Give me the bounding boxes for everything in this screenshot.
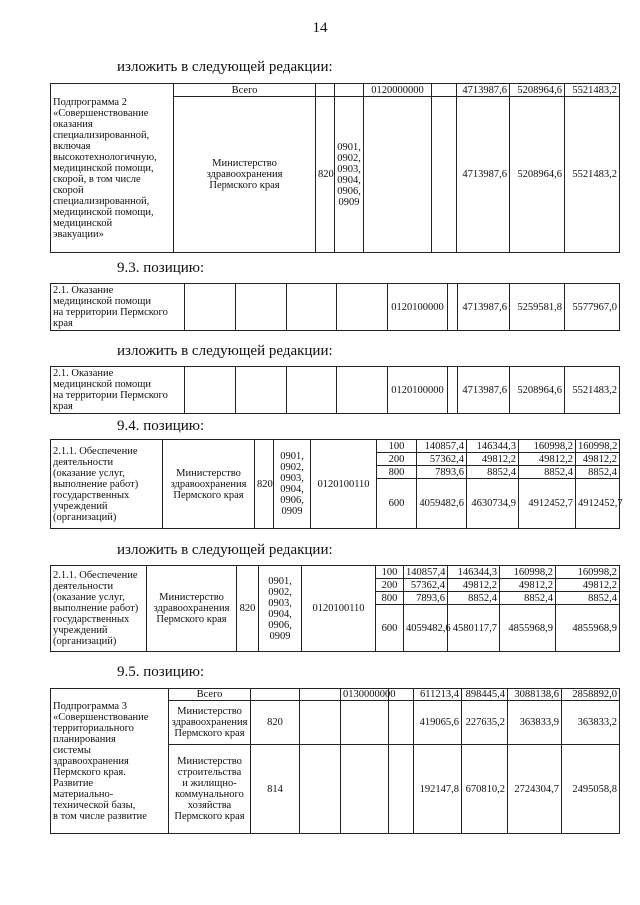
grbs-code: 820 [237,566,259,652]
amount: 8852,4 [467,466,519,479]
amount: 2495058,8 [562,745,620,834]
amount: 140857,4 [417,440,467,453]
target-code: 0120100000 [388,284,448,331]
subprogram-2-name-cell: Подпрограмма 2 «Совершенствование оказания специализированной, включая высокотехнологичную, медицинской помощи, скорой, в том числе скорой специализированной, медицинской помощи, медицинской эвакуации» [51,84,174,253]
amount: 160998,2 [519,440,576,453]
amount: 3088138,6 [508,689,562,701]
amount: 2858892,0 [562,689,620,701]
amount: 227635,2 [462,701,508,745]
amount: 146344,3 [448,566,500,579]
total-label: Всего [169,689,251,701]
expense-type: 800 [377,466,417,479]
position-name-cell: 2.1.1. Обеспечение деятельности (оказание услуг, выполнение работ) государственных учреждений (организаций) [51,566,147,652]
amount: 160998,2 [500,566,556,579]
amount: 4855968,9 [556,605,620,652]
amount: 363833,2 [562,701,620,745]
expense-type: 100 [377,440,417,453]
amount: 49812,2 [500,579,556,592]
target-code: 0120000000 [364,84,432,97]
amount: 160998,2 [576,440,620,453]
ministry-name: Министерство здравоохранения Пермского края [174,97,316,253]
amount: 898445,4 [462,689,508,701]
ministry-name: Министерство здравоохранения Пермского края [169,701,251,745]
amount: 5521483,2 [565,84,620,97]
amount: 4855968,9 [500,605,556,652]
subprogram-3-table [50,688,620,834]
amount: 4580117,7 [448,605,500,652]
grbs-code: 820 [316,97,335,253]
amount: 192147,8 [414,745,462,834]
heading-new-edition-2: изложить в следующей редакции: [117,343,333,359]
ministry-name: Министерство здравоохранения Пермского края [147,566,237,652]
target-code: 0120100000 [388,367,448,414]
heading-9-5: 9.5. позицию: [117,664,205,680]
expense-type: 600 [377,479,417,529]
position-2-1-old-table [50,283,620,331]
amount: 2724304,7 [508,745,562,834]
amount: 4713987,6 [458,284,510,331]
amount: 4713987,6 [458,367,510,414]
heading-new-edition-1: изложить в следующей редакции: [117,59,333,75]
amount: 5208964,6 [510,84,565,97]
amount: 7893,6 [417,466,467,479]
ministry-name: Министерство здравоохранения Пермского края [163,440,255,529]
amount: 8852,4 [519,466,576,479]
position-2-1-1-new-table [50,565,620,652]
amount: 57362,4 [404,579,448,592]
heading-9-4: 9.4. позицию: [117,418,205,434]
page-number: 14 [312,20,328,36]
position-name-cell: 2.1.1. Обеспечение деятельности (оказание услуг, выполнение работ) государственных учреждений (организаций) [51,440,163,529]
amount: 8852,4 [500,592,556,605]
position-name-cell: 2.1. Оказание медицинской помощи на территории Пермского края [51,284,185,331]
expense-type: 200 [377,453,417,466]
amount: 4630734,9 [467,479,519,529]
expense-type: 600 [376,605,404,652]
expense-type: 200 [376,579,404,592]
amount: 5577967,0 [565,284,620,331]
section-codes: 0901, 0902, 0903, 0904, 0906, 0909 [335,97,364,253]
amount: 49812,2 [556,579,620,592]
amount: 611213,4 [414,689,462,701]
grbs-code: 820 [251,701,300,745]
amount: 140857,4 [404,566,448,579]
amount: 8852,4 [448,592,500,605]
amount: 49812,2 [576,453,620,466]
amount: 4713987,6 [457,84,510,97]
position-2-1-new-table [50,366,620,414]
amount: 5521483,2 [565,97,620,253]
subprogram-3-name-cell: Подпрограмма 3 «Совершенствование территориального планирования системы здравоохранения Пермского края. Развитие материально- технической базы, в том числе развитие [51,689,169,834]
amount: 7893,6 [404,592,448,605]
grbs-code: 820 [255,440,274,529]
amount: 4059482,6 [404,605,448,652]
section-codes: 0901, 0902, 0903, 0904, 0906, 0909 [259,566,302,652]
amount: 49812,2 [467,453,519,466]
amount: 8852,4 [556,592,620,605]
amount: 8852,4 [576,466,620,479]
amount: 49812,2 [519,453,576,466]
heading-9-3: 9.3. позицию: [117,260,205,276]
amount: 49812,2 [448,579,500,592]
total-label: Всего [174,84,316,97]
amount: 363833,9 [508,701,562,745]
amount: 419065,6 [414,701,462,745]
amount: 5259581,8 [510,284,565,331]
amount: 4713987,6 [457,97,510,253]
grbs-code: 814 [251,745,300,834]
subprogram-2-table [50,83,620,253]
target-code: 0130000000 [341,689,389,701]
position-name-cell: 2.1. Оказание медицинской помощи на территории Пермского края [51,367,185,414]
section-codes: 0901, 0902, 0903, 0904, 0906, 0909 [274,440,311,529]
target-code: 0120100110 [302,566,376,652]
ministry-name: Министерство строительства и жилищно- коммунального хозяйства Пермского края [169,745,251,834]
amount: 4912452,7 [576,479,620,529]
amount: 4059482,6 [417,479,467,529]
amount: 5521483,2 [565,367,620,414]
expense-type: 100 [376,566,404,579]
target-code: 0120100110 [311,440,377,529]
amount: 57362,4 [417,453,467,466]
amount: 160998,2 [556,566,620,579]
amount: 5208964,6 [510,367,565,414]
amount: 4912452,7 [519,479,576,529]
position-2-1-1-old-table [50,439,623,529]
heading-new-edition-3: изложить в следующей редакции: [117,542,333,558]
amount: 146344,3 [467,440,519,453]
amount: 670810,2 [462,745,508,834]
amount: 5208964,6 [510,97,565,253]
expense-type: 800 [376,592,404,605]
